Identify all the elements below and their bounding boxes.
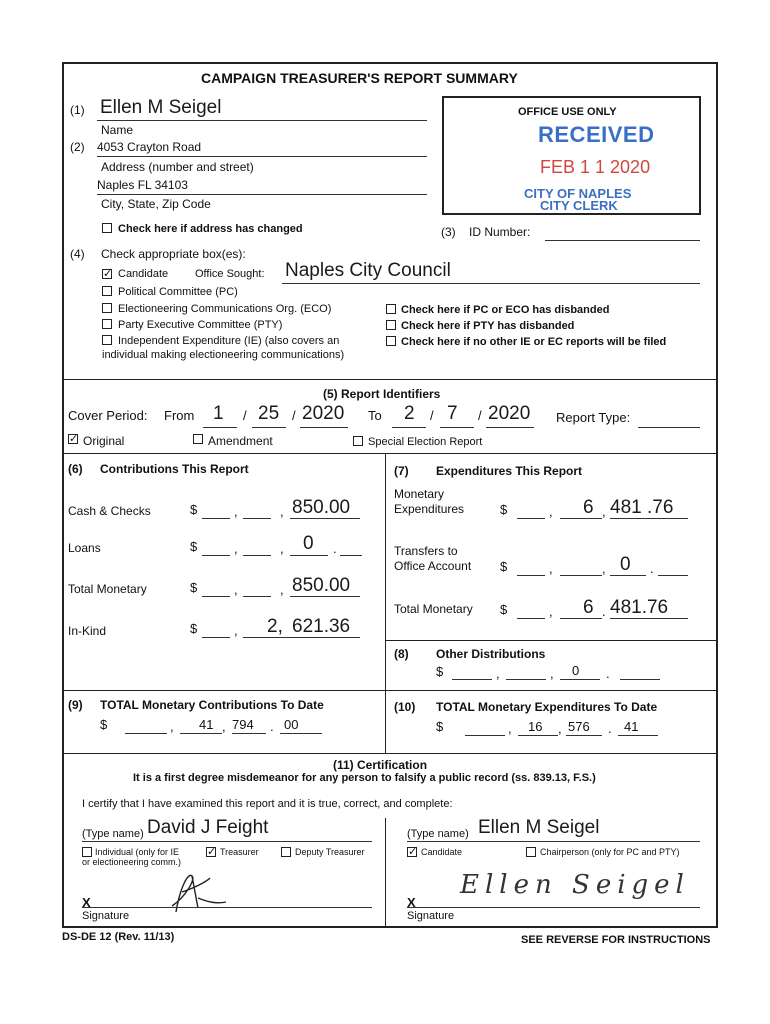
section-7-num: (7) (394, 464, 409, 478)
cert-candidate-checkbox[interactable] (407, 847, 417, 857)
city-stamp-line2: CITY CLERK (540, 198, 618, 213)
pty-disbanded-checkbox[interactable] (386, 320, 396, 330)
individual-checkbox[interactable] (82, 847, 92, 857)
office-sought-label: Office Sought: (195, 268, 265, 280)
deputy-treasurer-label: Deputy Treasurer (295, 847, 365, 857)
address-value: 4053 Crayton Road (97, 140, 202, 154)
candidate-signature-label: Signature (407, 910, 455, 922)
city-stamp-line1: CITY OF NAPLES (524, 186, 632, 201)
address-label: Address (number and street) (101, 160, 254, 174)
to-month: 2 (404, 403, 415, 424)
certification-statement: I certify that I have examined this report and it is true, correct, and complete: (82, 798, 453, 810)
deputy-treasurer-checkbox[interactable] (281, 847, 291, 857)
special-election-checkbox[interactable] (353, 436, 363, 446)
no-other-ie-checkbox[interactable] (386, 336, 396, 346)
name-label: Name (101, 123, 134, 137)
ie-label-cont: individual making electioneering communications) (102, 349, 345, 361)
city-label: City, State, Zip Code (101, 197, 211, 211)
candidate-label: Candidate (118, 268, 169, 280)
amendment-label: Amendment (208, 434, 273, 448)
cash-checks-value: 850.00 (292, 497, 351, 518)
section-4-num: (4) (70, 247, 85, 261)
transfers-label2: Office Account (394, 559, 472, 573)
total-contributions-cents: 00 (284, 717, 299, 732)
section-2-num: (2) (70, 140, 85, 154)
total-monetary-contrib-label: Total Monetary (68, 582, 147, 596)
from-year: 2020 (302, 403, 345, 424)
total-monetary-contrib-value: 850.00 (292, 575, 351, 596)
form-title: CAMPAIGN TREASURER'S REPORT SUMMARY (201, 70, 518, 86)
individual-label: Individual (only for IE (95, 847, 180, 857)
pty-checkbox[interactable] (102, 319, 112, 329)
pc-label: Political Committee (PC) (118, 286, 238, 298)
monetary-exp-thousands: 6 (583, 497, 594, 518)
pc-checkbox[interactable] (102, 286, 112, 296)
candidate-signer-name-value: Ellen M Seigel (478, 817, 600, 838)
special-election-label: Special Election Report (368, 436, 483, 448)
certification-warning: It is a first degree misdemeanor for any person to falsify a public record (ss. 839.13, F.S.) (133, 772, 596, 784)
total-expenditures-cents: 41 (624, 719, 639, 734)
individual-label-cont: or electioneering comm.) (82, 857, 182, 867)
loans-value: 0 (303, 533, 314, 554)
section-8-num: (8) (394, 647, 409, 661)
in-kind-thousands: 2, (267, 616, 283, 637)
treasurer-signature-icon (158, 868, 238, 916)
from-label: From (164, 408, 195, 423)
original-label: Original (83, 434, 125, 448)
in-kind-label: In-Kind (68, 624, 107, 638)
candidate-type-name-label: (Type name) (407, 828, 469, 840)
eco-label: Electioneering Communications Org. (ECO) (118, 303, 332, 315)
instructions-note: SEE REVERSE FOR INSTRUCTIONS (521, 934, 711, 946)
address-changed-label: Check here if address has changed (118, 223, 303, 235)
monetary-exp-hundreds: 481 (610, 497, 642, 518)
candidate-checkbox[interactable] (102, 269, 112, 279)
original-checkbox[interactable] (68, 434, 78, 444)
received-date-stamp: FEB 1 1 2020 (540, 157, 651, 177)
amendment-checkbox[interactable] (193, 434, 203, 444)
transfers-label1: Transfers to (394, 544, 458, 558)
city-value: Naples FL 34103 (97, 178, 188, 192)
loans-label: Loans (68, 541, 101, 555)
to-label: To (368, 408, 382, 423)
office-sought-value: Naples City Council (285, 260, 451, 281)
monetary-exp-label1: Monetary (394, 487, 445, 501)
treasurer-label: Treasurer (220, 847, 259, 857)
monetary-exp-cents: .76 (647, 497, 674, 518)
to-day: 7 (447, 403, 458, 424)
from-month: 1 (213, 403, 224, 424)
report-type-label: Report Type: (556, 410, 631, 425)
transfers-value: 0 (620, 554, 631, 575)
treasurer-signature-label: Signature (82, 910, 130, 922)
report-identifiers-header: (5) Report Identifiers (323, 387, 441, 401)
expenditures-header: Expenditures This Report (436, 464, 583, 478)
treasurer-name-value: David J Feight (147, 817, 269, 838)
office-use-label: OFFICE USE ONLY (518, 106, 617, 118)
total-contributions-hundreds: 794 (232, 717, 254, 732)
total-expenditures-header: TOTAL Monetary Expenditures To Date (436, 700, 658, 714)
treasurer-type-name-label: (Type name) (82, 828, 144, 840)
section-9-num: (9) (68, 698, 83, 712)
cert-candidate-label: Candidate (421, 847, 463, 857)
treasurer-checkbox[interactable] (206, 847, 216, 857)
chairperson-checkbox[interactable] (526, 847, 536, 857)
candidate-name-value: Ellen M Seigel (100, 97, 222, 118)
monetary-exp-label2: Expenditures (394, 502, 465, 516)
id-number-label: ID Number: (469, 225, 531, 239)
pc-disbanded-label: Check here if PC or ECO has disbanded (401, 304, 610, 316)
section-3-num: (3) (441, 225, 456, 239)
to-year: 2020 (488, 403, 531, 424)
pc-disbanded-checkbox[interactable] (386, 304, 396, 314)
pty-disbanded-label: Check here if PTY has disbanded (401, 320, 575, 332)
total-monetary-exp-label: Total Monetary (394, 602, 473, 616)
chairperson-label: Chairperson (only for PC and PTY) (540, 847, 680, 857)
section-10-num: (10) (394, 700, 416, 714)
other-distributions-value: 0 (572, 663, 580, 678)
from-day: 25 (258, 403, 280, 424)
in-kind-value: 621.36 (292, 616, 351, 637)
certification-header: (11) Certification (333, 758, 428, 772)
eco-checkbox[interactable] (102, 303, 112, 313)
no-other-ie-label: Check here if no other IE or EC reports will be filed (401, 336, 667, 348)
pty-label: Party Executive Committee (PTY) (118, 319, 283, 331)
ie-label: Independent Expenditure (IE) (also covers an (118, 335, 340, 347)
ie-checkbox[interactable] (102, 335, 112, 345)
total-contributions-header: TOTAL Monetary Contributions To Date (100, 698, 324, 712)
contributions-header: Contributions This Report (100, 462, 249, 476)
section-1-num: (1) (70, 103, 85, 117)
total-expenditures-thousands: 16 (528, 719, 543, 734)
total-monetary-exp-thousands: 6 (583, 597, 594, 618)
cover-period-label: Cover Period: (68, 408, 148, 423)
check-boxes-label: Check appropriate box(es): (101, 247, 246, 261)
total-expenditures-hundreds: 576 (568, 719, 590, 734)
received-stamp: RECEIVED (538, 122, 655, 147)
treasurer-x-mark: X (82, 895, 91, 910)
address-changed-checkbox[interactable] (102, 223, 112, 233)
cash-checks-label: Cash & Checks (68, 504, 151, 518)
total-contributions-thousands: 41 (199, 717, 214, 732)
other-distributions-header: Other Distributions (436, 647, 546, 661)
candidate-x-mark: X (407, 895, 416, 910)
section-6-num: (6) (68, 462, 83, 476)
total-monetary-exp-value: 481.76 (610, 597, 669, 618)
candidate-signature: Ellen Seigel (460, 870, 690, 900)
form-number: DS-DE 12 (Rev. 11/13) (62, 931, 175, 943)
